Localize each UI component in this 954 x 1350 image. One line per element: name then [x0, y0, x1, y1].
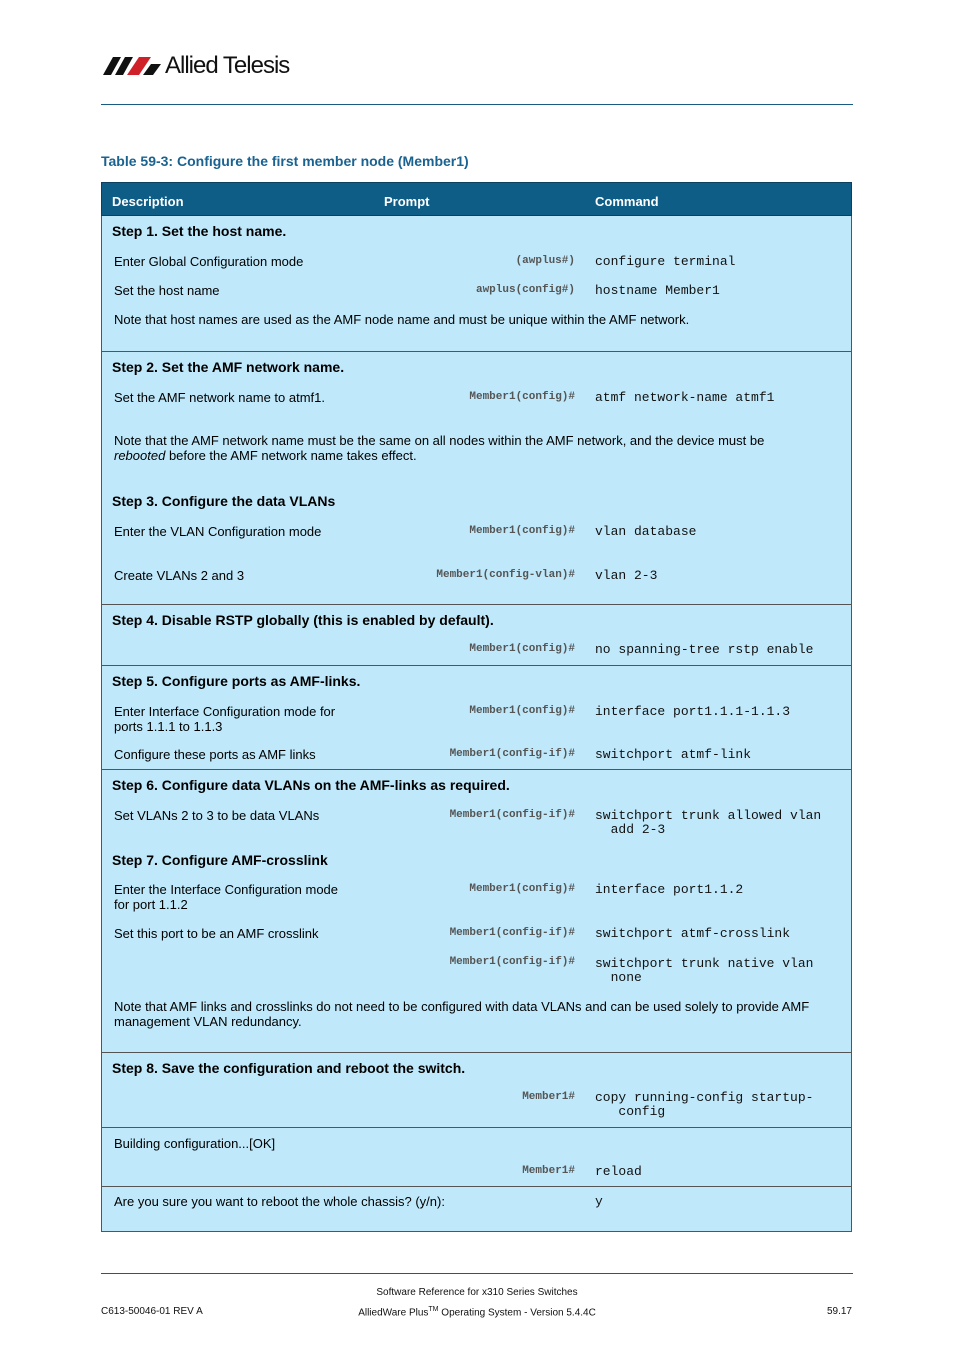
- step1-row1-prompt: (awplus#): [515, 255, 575, 267]
- step5-row1-desc-line2: ports 1.1.1 to 1.1.3: [114, 719, 223, 734]
- step3-row2-desc: Create VLANs 2 and 3: [114, 568, 245, 583]
- step8-row3-desc: Are you sure you want to reboot the whole chassis? (y/n):: [114, 1194, 445, 1209]
- step1-row2-prompt: awplus(config#): [475, 284, 575, 296]
- footer-trademark: TM: [428, 1306, 439, 1313]
- step8-title: Step 8. Save the configuration and reboot the switch.: [112, 1060, 466, 1076]
- step7-row1-desc-line1: Enter the Interface Configuration mode: [114, 882, 339, 897]
- step3-row2-cmd: vlan 2-3: [595, 568, 658, 583]
- step7-row1-desc: [114, 882, 338, 912]
- step7-row1-prompt: Member1(config)#: [469, 883, 575, 895]
- step6-row1-cmd-line1: switchport trunk allowed vlan: [595, 808, 822, 823]
- step5-row2-desc: Configure these ports as AMF links: [114, 747, 316, 762]
- step8-output-section: [102, 1127, 851, 1186]
- footer-os-name: AlliedWare Plus: [358, 1307, 429, 1319]
- step8-confirm-section: [102, 1186, 851, 1231]
- step7-note-line2: management VLAN redundancy.: [114, 1014, 302, 1029]
- step3-row1-desc: Enter the VLAN Configuration mode: [114, 524, 322, 539]
- header-command: Command: [595, 194, 659, 209]
- footer-rule: [101, 1273, 853, 1274]
- step2-note-part1: Note that the AMF network name must be the same on all nodes within the AMF network, and the device must be: [114, 433, 765, 448]
- step5-row2-cmd: switchport atmf-link: [595, 747, 752, 762]
- step4-section: [102, 604, 851, 665]
- step7-title: Step 7. Configure AMF-crosslink: [112, 852, 328, 868]
- step8-row1-prompt: Member1#: [522, 1091, 575, 1103]
- step7-row3-cmd-line1: switchport trunk native vlan: [595, 956, 814, 971]
- step5-row1-cmd: interface port1.1.1-1.1.3: [595, 704, 791, 719]
- step6-title: Step 6. Configure data VLANs on the AMF-links as required.: [112, 777, 510, 793]
- step2-note-emphasis: rebooted: [114, 448, 166, 463]
- header-rule: [101, 104, 853, 105]
- step6-7-section: [102, 769, 851, 1052]
- footer-page-number: 59.17: [826, 1306, 852, 1317]
- step8-row2-desc: Building configuration...[OK]: [114, 1136, 276, 1151]
- step1-title: Step 1. Set the host name.: [112, 223, 287, 239]
- step2-row1-prompt: Member1(config)#: [469, 391, 575, 403]
- step7-row1-desc-line2: for port 1.1.2: [114, 897, 188, 912]
- step7-row2-prompt: Member1(config-if)#: [449, 927, 575, 939]
- step1-row2-cmd: hostname Member1: [595, 283, 720, 298]
- step7-row2-desc: Set this port to be an AMF crosslink: [114, 926, 319, 941]
- step8-row1-cmd-line2: config: [618, 1104, 666, 1119]
- step6-row1-prompt: Member1(config-if)#: [449, 809, 575, 821]
- step5-row1-desc-line1: Enter Interface Configuration mode for: [114, 704, 336, 719]
- step8-section: [102, 1052, 851, 1127]
- allied-telesis-logo: [101, 52, 289, 80]
- step5-section: [102, 665, 851, 769]
- table-body: [101, 216, 852, 1232]
- footer-os-suffix: Operating System - Version 5.4.4C: [438, 1307, 596, 1319]
- step1-row1-cmd: configure terminal: [595, 254, 736, 269]
- step3-title: Step 3. Configure the data VLANs: [112, 493, 336, 509]
- table-caption: Table 59-3: Configure the first member node (Member1): [101, 153, 469, 169]
- header-description: Description: [112, 194, 184, 209]
- step8-row1-cmd-line1: copy running-config startup-: [595, 1090, 814, 1105]
- header-prompt: Prompt: [384, 194, 430, 209]
- step2-title: Step 2. Set the AMF network name.: [112, 359, 345, 375]
- step3-row2-prompt: Member1(config-vlan)#: [436, 569, 575, 581]
- step5-row1-prompt: Member1(config)#: [469, 705, 575, 717]
- step5-title: Step 5. Configure ports as AMF-links.: [112, 673, 361, 689]
- step1-section: [102, 216, 851, 351]
- step8-row3-cmd: y: [595, 1194, 603, 1209]
- step3-row1-prompt: Member1(config)#: [469, 525, 575, 537]
- step6-row1-cmd-line2: add 2-3: [610, 822, 666, 837]
- step4-title: Step 4. Disable RSTP globally (this is enabled by default).: [112, 612, 494, 628]
- logo-text: Allied Telesis: [165, 52, 290, 79]
- step2-note: [114, 433, 839, 463]
- step2-note-part2: before the AMF network name takes effect.: [165, 448, 417, 463]
- step7-note-line1: Note that AMF links and crosslinks do not need to be configured with data VLANs and can be used solely to provide AMF: [114, 999, 810, 1014]
- footer-os-version: [0, 1306, 954, 1318]
- step2-row1-cmd: atmf network-name atmf1: [595, 390, 775, 405]
- step7-note: [114, 999, 839, 1029]
- config-table: [101, 182, 852, 1232]
- step5-row2-prompt: Member1(config-if)#: [449, 748, 575, 760]
- step6-row1-desc: Set VLANs 2 to 3 to be data VLANs: [114, 808, 320, 823]
- footer-doc-code: C613-50046-01 REV A: [101, 1306, 203, 1317]
- step7-row1-cmd: interface port1.1.2: [595, 882, 744, 897]
- step8-row2-cmd: reload: [595, 1164, 642, 1179]
- step2-3-section: [102, 351, 851, 604]
- step1-note: Note that host names are used as the AMF node name and must be unique within the AMF network.: [114, 312, 690, 327]
- step7-row3-cmd-line2: none: [610, 970, 642, 985]
- step7-row3-cmd: [595, 957, 813, 985]
- step8-row2-prompt: Member1#: [522, 1165, 575, 1177]
- footer-doc-title: Software Reference for x310 Series Switches: [376, 1287, 578, 1298]
- step8-row1-cmd: [595, 1091, 813, 1119]
- step1-row2-desc: Set the host name: [114, 283, 220, 298]
- step4-row1-prompt: Member1(config)#: [469, 643, 575, 655]
- step1-row1-desc: Enter Global Configuration mode: [114, 254, 304, 269]
- step4-row1-cmd: no spanning-tree rstp enable: [595, 642, 814, 657]
- step5-row1-desc: [114, 704, 335, 734]
- logo-mark-icon: [101, 56, 161, 76]
- step6-row1-cmd: [595, 809, 821, 837]
- step7-row3-prompt: Member1(config-if)#: [449, 956, 575, 968]
- step2-row1-desc: Set the AMF network name to atmf1.: [114, 390, 325, 405]
- step3-row1-cmd: vlan database: [595, 524, 697, 539]
- table-header-row: [101, 182, 852, 216]
- step7-row2-cmd: switchport atmf-crosslink: [595, 926, 791, 941]
